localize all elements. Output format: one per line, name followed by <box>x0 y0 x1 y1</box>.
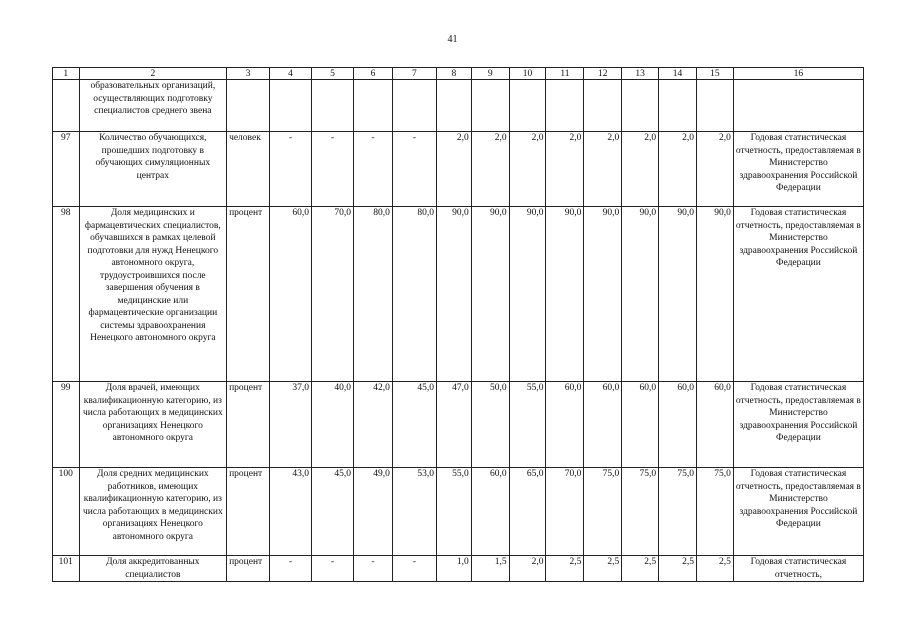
value-cell: 65,0 <box>509 468 546 556</box>
value-cell: 60,0 <box>270 207 312 382</box>
value-cell: 47,0 <box>436 382 471 468</box>
source-cell: Годовая статистическая отчетность, предоставляемая в Министерство здравоохранения Российской Федерации <box>733 132 863 207</box>
column-number-cell: 1 <box>53 68 80 80</box>
value-cell <box>312 80 354 132</box>
table-row <box>53 132 864 207</box>
column-number-row <box>53 68 864 80</box>
value-cell: 42,0 <box>354 382 393 468</box>
value-cell <box>584 80 622 132</box>
source-cell: Годовая статистическая отчетность, предоставляемая в Министерство здравоохранения Российской Федерации <box>733 382 863 468</box>
indicator-name-cell: Доля медицинских и фармацевтических специалистов, обучавшихся в рамках целевой подготовки для нужд Ненецкого автономного округа, трудоустроившихся после завершения обучения в медицинские или фармацевтические организации системы здравоохранения Ненецкого автономного округа <box>79 207 226 382</box>
value-cell: 90,0 <box>546 207 584 382</box>
value-cell: - <box>312 132 354 207</box>
unit-cell <box>227 80 270 132</box>
value-cell: 2,0 <box>584 132 622 207</box>
value-cell: 2,5 <box>546 556 584 582</box>
value-cell <box>622 80 659 132</box>
value-cell <box>270 80 312 132</box>
value-cell: 2,0 <box>471 132 509 207</box>
row-number-cell: 97 <box>53 132 80 207</box>
column-number-cell: 10 <box>509 68 546 80</box>
value-cell: 80,0 <box>392 207 436 382</box>
value-cell: 55,0 <box>509 382 546 468</box>
value-cell: 2,0 <box>622 132 659 207</box>
indicator-name-cell: Количество обучающихся, прошедших подготовку в обучающих симуляционных центрах <box>79 132 226 207</box>
row-number-cell: 100 <box>53 468 80 556</box>
value-cell: 75,0 <box>622 468 659 556</box>
value-cell: 2,5 <box>659 556 697 582</box>
value-cell: 90,0 <box>696 207 733 382</box>
value-cell: 2,0 <box>436 132 471 207</box>
unit-cell: процент <box>227 207 270 382</box>
value-cell: 90,0 <box>659 207 697 382</box>
value-cell: - <box>392 556 436 582</box>
value-cell: 53,0 <box>392 468 436 556</box>
value-cell <box>392 80 436 132</box>
value-cell: 2,0 <box>696 132 733 207</box>
value-cell <box>354 80 393 132</box>
value-cell: 70,0 <box>546 468 584 556</box>
indicators-table <box>52 67 864 582</box>
value-cell: 2,0 <box>509 556 546 582</box>
value-cell: 49,0 <box>354 468 393 556</box>
value-cell: 2,5 <box>622 556 659 582</box>
value-cell: 60,0 <box>584 382 622 468</box>
value-cell: 90,0 <box>622 207 659 382</box>
value-cell: 1,5 <box>471 556 509 582</box>
value-cell: 70,0 <box>312 207 354 382</box>
table-row <box>53 468 864 556</box>
value-cell: 2,0 <box>659 132 697 207</box>
value-cell: 75,0 <box>659 468 697 556</box>
value-cell: 75,0 <box>584 468 622 556</box>
value-cell <box>659 80 697 132</box>
value-cell <box>546 80 584 132</box>
indicator-name-cell: Доля средних медицинских работников, имеющих квалификационную категорию, из числа работающих в медицинских организациях Ненецкого автономного округа <box>79 468 226 556</box>
row-number-cell: 101 <box>53 556 80 582</box>
indicator-name-cell: образовательных организаций, осуществляющих подготовку специалистов среднего звена <box>79 80 226 132</box>
value-cell: - <box>392 132 436 207</box>
table-row <box>53 556 864 582</box>
unit-cell: человек <box>227 132 270 207</box>
value-cell: 60,0 <box>546 382 584 468</box>
value-cell: 60,0 <box>659 382 697 468</box>
indicator-name-cell: Доля аккредитованных специалистов <box>79 556 226 582</box>
value-cell: - <box>354 132 393 207</box>
value-cell: 1,0 <box>436 556 471 582</box>
value-cell: 45,0 <box>392 382 436 468</box>
value-cell: 90,0 <box>436 207 471 382</box>
value-cell: 80,0 <box>354 207 393 382</box>
table-row <box>53 382 864 468</box>
value-cell: - <box>270 132 312 207</box>
page-number: 41 <box>447 34 458 45</box>
value-cell: 60,0 <box>471 468 509 556</box>
column-number-cell: 12 <box>584 68 622 80</box>
column-number-cell: 15 <box>696 68 733 80</box>
column-number-cell: 16 <box>733 68 863 80</box>
value-cell <box>509 80 546 132</box>
value-cell: 43,0 <box>270 468 312 556</box>
value-cell: - <box>312 556 354 582</box>
source-cell: Годовая статистическая отчетность, <box>733 556 863 582</box>
unit-cell: процент <box>227 556 270 582</box>
value-cell: 55,0 <box>436 468 471 556</box>
unit-cell: процент <box>227 468 270 556</box>
column-number-cell: 2 <box>79 68 226 80</box>
value-cell: - <box>354 556 393 582</box>
column-number-cell: 11 <box>546 68 584 80</box>
row-number-cell <box>53 80 80 132</box>
table-row <box>53 80 864 132</box>
value-cell: 2,5 <box>696 556 733 582</box>
value-cell: 90,0 <box>509 207 546 382</box>
column-number-cell: 13 <box>622 68 659 80</box>
table-row <box>53 207 864 382</box>
row-number-cell: 99 <box>53 382 80 468</box>
value-cell: 90,0 <box>471 207 509 382</box>
column-number-cell: 14 <box>659 68 697 80</box>
source-cell: Годовая статистическая отчетность, предоставляемая в Министерство здравоохранения Российской Федерации <box>733 468 863 556</box>
value-cell: 60,0 <box>696 382 733 468</box>
value-cell: 45,0 <box>312 468 354 556</box>
value-cell: 2,5 <box>584 556 622 582</box>
source-cell: Годовая статистическая отчетность, предоставляемая в Министерство здравоохранения Российской Федерации <box>733 207 863 382</box>
column-number-cell: 5 <box>312 68 354 80</box>
value-cell: 50,0 <box>471 382 509 468</box>
column-number-cell: 4 <box>270 68 312 80</box>
indicator-name-cell: Доля врачей, имеющих квалификационную категорию, из числа работающих в медицинских организациях Ненецкого автономного округа <box>79 382 226 468</box>
column-number-cell: 6 <box>354 68 393 80</box>
row-number-cell: 98 <box>53 207 80 382</box>
value-cell: 40,0 <box>312 382 354 468</box>
column-number-cell: 8 <box>436 68 471 80</box>
value-cell: 37,0 <box>270 382 312 468</box>
column-number-cell: 3 <box>227 68 270 80</box>
value-cell: 2,0 <box>546 132 584 207</box>
column-number-cell: 7 <box>392 68 436 80</box>
column-number-cell: 9 <box>471 68 509 80</box>
unit-cell: процент <box>227 382 270 468</box>
value-cell: 60,0 <box>622 382 659 468</box>
value-cell <box>471 80 509 132</box>
value-cell: 90,0 <box>584 207 622 382</box>
source-cell <box>733 80 863 132</box>
value-cell <box>436 80 471 132</box>
value-cell: 75,0 <box>696 468 733 556</box>
value-cell <box>696 80 733 132</box>
value-cell: - <box>270 556 312 582</box>
value-cell: 2,0 <box>509 132 546 207</box>
